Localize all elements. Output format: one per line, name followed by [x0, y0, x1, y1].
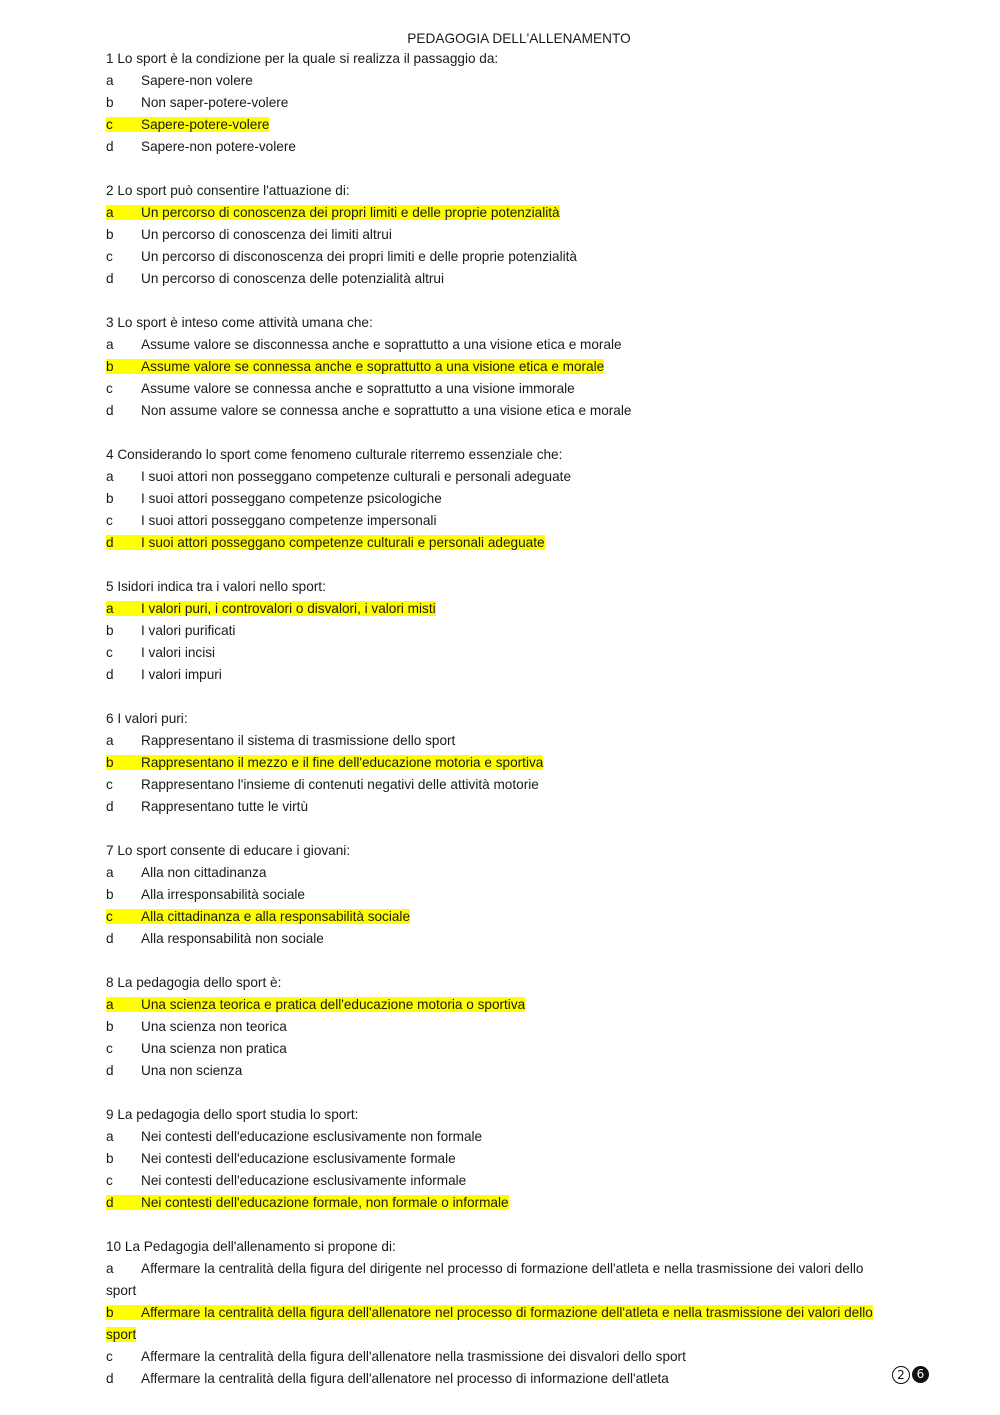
- option-text: Affermare la centralità della figura dell'allenatore nel processo di formazione dell'atleta e nella trasmissione dei valori dello: [141, 1305, 873, 1320]
- option-letter: c: [106, 1173, 113, 1188]
- answer-option: [106, 378, 936, 400]
- option-text: Nei contesti dell'educazione esclusivamente non formale: [141, 1129, 483, 1144]
- option-text: Sapere-non volere: [141, 73, 253, 88]
- answer-option: [106, 136, 936, 158]
- question-text: 9 La pedagogia dello sport studia lo sport:: [106, 1107, 359, 1122]
- question-text: 2 Lo sport può consentire l'attuazione di:: [106, 183, 350, 198]
- page-number-digit-outlined: 2: [892, 1366, 910, 1384]
- option-text: Alla non cittadinanza: [141, 865, 267, 880]
- answer-option: [106, 70, 936, 92]
- question-block: [106, 180, 936, 290]
- option-letter: a: [106, 205, 114, 220]
- answer-option: [106, 246, 936, 268]
- option-letter: d: [106, 403, 114, 418]
- page-title: PEDAGOGIA DELL'ALLENAMENTO: [407, 31, 631, 46]
- option-text: I suoi attori posseggano competenze psicologiche: [141, 491, 442, 506]
- answer-option-correct: [106, 202, 936, 224]
- question-block: [106, 48, 936, 158]
- option-letter: d: [106, 667, 114, 682]
- option-text: Nei contesti dell'educazione formale, non formale o informale: [141, 1195, 509, 1210]
- option-text: Rappresentano tutte le virtù: [141, 799, 309, 814]
- answer-option: [106, 268, 936, 290]
- answer-option: [106, 1258, 936, 1302]
- option-text: I suoi attori posseggano competenze culturali e personali adeguate: [141, 535, 545, 550]
- option-text: Alla responsabilità non sociale: [141, 931, 324, 946]
- option-text: Una non scienza: [141, 1063, 243, 1078]
- option-text: Sapere-non potere-volere: [141, 139, 296, 154]
- question-block: [106, 708, 936, 818]
- option-text: Nei contesti dell'educazione esclusivamente informale: [141, 1173, 467, 1188]
- option-text: Assume valore se connessa anche e soprattutto a una visione etica e morale: [141, 359, 605, 374]
- option-letter: d: [106, 1371, 114, 1386]
- option-text: Una scienza non teorica: [141, 1019, 287, 1034]
- question-block: [106, 1236, 936, 1390]
- option-letter: b: [106, 755, 114, 770]
- option-letter: b: [106, 491, 114, 506]
- option-text: Un percorso di disconoscenza dei propri limiti e delle proprie potenzialità: [141, 249, 577, 264]
- answer-option-correct: [106, 114, 936, 136]
- option-letter: d: [106, 799, 114, 814]
- option-letter: b: [106, 359, 114, 374]
- question-text: 7 Lo sport consente di educare i giovani:: [106, 843, 351, 858]
- option-letter: a: [106, 865, 114, 880]
- answer-option: [106, 1060, 936, 1082]
- option-letter: b: [106, 227, 114, 242]
- question-text: 3 Lo sport è inteso come attività umana che:: [106, 315, 373, 330]
- answer-option: [106, 510, 936, 532]
- question-text: 1 Lo sport è la condizione per la quale si realizza il passaggio da:: [106, 51, 499, 66]
- answer-option: [106, 862, 936, 884]
- question-block: [106, 576, 936, 686]
- answer-option: [106, 642, 936, 664]
- question-block: [106, 840, 936, 950]
- question-text: 4 Considerando lo sport come fenomeno culturale riterremo essenziale che:: [106, 447, 563, 462]
- answer-option: [106, 1016, 936, 1038]
- option-letter: c: [106, 777, 113, 792]
- question-text: 10 La Pedagogia dell'allenamento si propone di:: [106, 1239, 396, 1254]
- option-text: I valori incisi: [141, 645, 216, 660]
- option-text: Affermare la centralità della figura dell'allenatore nel processo di informazione dell'atleta: [141, 1371, 669, 1386]
- question-block: [106, 972, 936, 1082]
- answer-option-correct: [106, 1302, 936, 1346]
- option-letter: b: [106, 95, 114, 110]
- answer-option-correct: [106, 994, 936, 1016]
- option-text: I valori purificati: [141, 623, 236, 638]
- option-letter: c: [106, 117, 113, 132]
- option-text: Sapere-potere-volere: [141, 117, 270, 132]
- option-letter: a: [106, 997, 114, 1012]
- answer-option-correct: [106, 906, 936, 928]
- answer-option: [106, 488, 936, 510]
- page-number: [892, 1366, 929, 1386]
- answer-option: [106, 774, 936, 796]
- option-letter: b: [106, 887, 114, 902]
- option-text: I valori puri, i controvalori o disvalori, i valori misti: [141, 601, 436, 616]
- option-text: Un percorso di conoscenza dei limiti altrui: [141, 227, 392, 242]
- option-letter: a: [106, 73, 114, 88]
- option-text: Nei contesti dell'educazione esclusivamente formale: [141, 1151, 456, 1166]
- option-text: Una scienza teorica e pratica dell'educazione motoria o sportiva: [141, 997, 526, 1012]
- answer-option: [106, 796, 936, 818]
- option-text: Affermare la centralità della figura dell'allenatore nella trasmissione dei disvalori dello sport: [141, 1349, 686, 1364]
- option-letter: d: [106, 1063, 114, 1078]
- option-text: I valori impuri: [141, 667, 222, 682]
- option-letter: b: [106, 623, 114, 638]
- answer-option: [106, 1368, 936, 1390]
- option-letter: c: [106, 513, 113, 528]
- answer-option-correct: [106, 752, 936, 774]
- option-text: Non assume valore se connessa anche e soprattutto a una visione etica e morale: [141, 403, 632, 418]
- answer-option: [106, 1170, 936, 1192]
- answer-option: [106, 466, 936, 488]
- option-letter: c: [106, 249, 113, 264]
- answer-option: [106, 224, 936, 246]
- option-text: Non saper-potere-volere: [141, 95, 289, 110]
- option-letter: c: [106, 909, 113, 924]
- option-letter: d: [106, 535, 114, 550]
- option-text: Rappresentano il mezzo e il fine dell'educazione motoria e sportiva: [141, 755, 544, 770]
- answer-option-correct: [106, 356, 936, 378]
- option-letter: c: [106, 645, 113, 660]
- option-text: Alla cittadinanza e alla responsabilità sociale: [141, 909, 411, 924]
- option-letter: c: [106, 1041, 113, 1056]
- question-block: [106, 312, 936, 422]
- option-text-continuation: sport: [106, 1283, 137, 1298]
- answer-option: [106, 664, 936, 686]
- page-number-digit-filled: 6: [912, 1366, 929, 1383]
- option-letter: b: [106, 1151, 114, 1166]
- answer-option-correct: [106, 598, 936, 620]
- option-letter: a: [106, 601, 114, 616]
- question-block: [106, 444, 936, 554]
- question-block: [106, 1104, 936, 1214]
- question-list: [106, 48, 936, 1412]
- answer-option: [106, 1346, 936, 1368]
- option-text: Una scienza non pratica: [141, 1041, 287, 1056]
- option-text: I suoi attori posseggano competenze impersonali: [141, 513, 437, 528]
- option-text: I suoi attori non posseggano competenze culturali e personali adeguate: [141, 469, 572, 484]
- option-letter: a: [106, 337, 114, 352]
- option-text: Rappresentano il sistema di trasmissione dello sport: [141, 733, 456, 748]
- question-text: 6 I valori puri:: [106, 711, 188, 726]
- answer-option: [106, 400, 936, 422]
- option-text: Assume valore se connessa anche e soprattutto a una visione immorale: [141, 381, 575, 396]
- option-letter: a: [106, 1261, 114, 1276]
- option-text: Affermare la centralità della figura del dirigente nel processo di formazione dell'atleta e nella trasmissione dei valori dello: [141, 1261, 864, 1276]
- option-text: Un percorso di conoscenza delle potenzialità altrui: [141, 271, 445, 286]
- option-text: Un percorso di conoscenza dei propri limiti e delle proprie potenzialità: [141, 205, 560, 220]
- answer-option: [106, 884, 936, 906]
- option-letter: d: [106, 931, 114, 946]
- option-letter: d: [106, 1195, 114, 1210]
- answer-option: [106, 1148, 936, 1170]
- option-letter: a: [106, 1129, 114, 1144]
- option-letter: d: [106, 271, 114, 286]
- answer-option: [106, 92, 936, 114]
- option-letter: b: [106, 1305, 114, 1320]
- option-text: Rappresentano l'insieme di contenuti negativi delle attività motorie: [141, 777, 539, 792]
- answer-option: [106, 620, 936, 642]
- option-letter: c: [106, 1349, 113, 1364]
- option-letter: a: [106, 469, 114, 484]
- option-letter: c: [106, 381, 113, 396]
- answer-option: [106, 1038, 936, 1060]
- option-text-continuation: sport: [106, 1327, 137, 1342]
- answer-option: [106, 928, 936, 950]
- answer-option-correct: [106, 1192, 936, 1214]
- option-letter: b: [106, 1019, 114, 1034]
- question-text: 5 Isidori indica tra i valori nello sport:: [106, 579, 326, 594]
- answer-option-correct: [106, 532, 936, 554]
- answer-option: [106, 730, 936, 752]
- option-letter: a: [106, 733, 114, 748]
- answer-option: [106, 334, 936, 356]
- option-text: Alla irresponsabilità sociale: [141, 887, 305, 902]
- option-text: Assume valore se disconnessa anche e soprattutto a una visione etica e morale: [141, 337, 622, 352]
- question-text: 8 La pedagogia dello sport è:: [106, 975, 282, 990]
- option-letter: d: [106, 139, 114, 154]
- answer-option: [106, 1126, 936, 1148]
